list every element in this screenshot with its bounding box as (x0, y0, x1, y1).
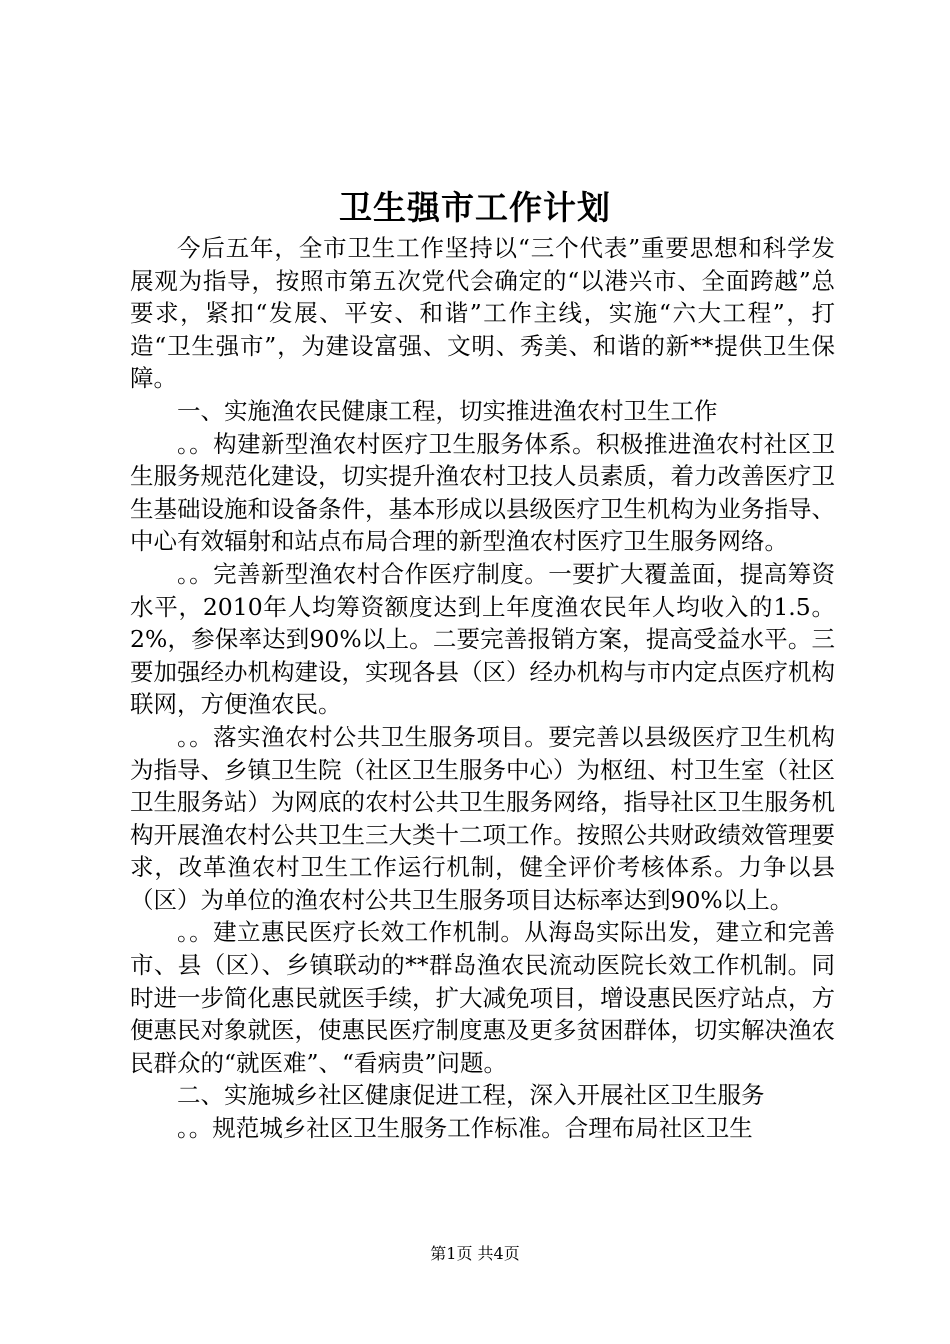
page-footer: 第1页 共4页 (430, 1244, 520, 1263)
section-heading-1: 一、实施渔农民健康工程，切实推进渔农村卫生工作 (177, 396, 718, 425)
paragraph-1-1: 。。构建新型渔农村医疗卫生服务体系。积极推进渔农村社区卫生服务规范化建设，切实提升渔农村卫技人员素质，着力改善医疗卫生基础设施和设备条件，基本形成以县级医疗卫生机构为业务指导、中心有效辐射和站点布局合理的新型渔农村医疗卫生服务网络。 (130, 429, 835, 556)
paragraph-intro: 今后五年，全市卫生工作坚持以“三个代表”重要思想和科学发展观为指导，按照市第五次党代会确定的“以港兴市、全面跨越”总要求，紧扣“发展、平安、和谐”工作主线，实施“六大工程”，打造“卫生强市”，为建设富强、文明、秀美、和谐的新**提供卫生保障。 (130, 234, 835, 393)
paragraph-1-3: 。。落实渔农村公共卫生服务项目。要完善以县级医疗卫生机构为指导、乡镇卫生院（社区卫生服务中心）为枢纽、村卫生室（社区卫生服务站）为网底的农村公共卫生服务网络，指导社区卫生服务机构开展渔农村公共卫生三大类十二项工作。按照公共财政绩效管理要求，改革渔农村卫生工作运行机制，健全评价考核体系。力争以县（区）为单位的渔农村公共卫生服务项目达标率达到90%以上。 (130, 722, 835, 914)
document-body (130, 232, 835, 1145)
paragraph-1-4: 。。建立惠民医疗长效工作机制。从海岛实际出发，建立和完善市、县（区）、乡镇联动的**群岛渔农民流动医院长效工作机制。同时进一步简化惠民就医手续，扩大减免项目，增设惠民医疗站点，方便惠民对象就医，使惠民医疗制度惠及更多贫困群体，切实解决渔农民群众的“就医难”、“看病贵”问题。 (130, 918, 835, 1077)
paragraph-2-1: 。。规范城乡社区卫生服务工作标准。合理布局社区卫生 (177, 1114, 753, 1143)
document-title: 卫生强市工作计划 (339, 188, 611, 227)
paragraph-1-2: 。。完善新型渔农村合作医疗制度。一要扩大覆盖面，提高筹资水平，2010年人均筹资额度达到上年度渔农民年人均收入的1.5。2%，参保率达到90%以上。二要完善报销方案，提高受益水平。三要加强经办机构建设，实现各县（区）经办机构与市内定点医疗机构联网，方便渔农民。 (130, 559, 835, 719)
section-heading-2: 二、实施城乡社区健康促进工程，深入开展社区卫生服务 (177, 1081, 765, 1110)
